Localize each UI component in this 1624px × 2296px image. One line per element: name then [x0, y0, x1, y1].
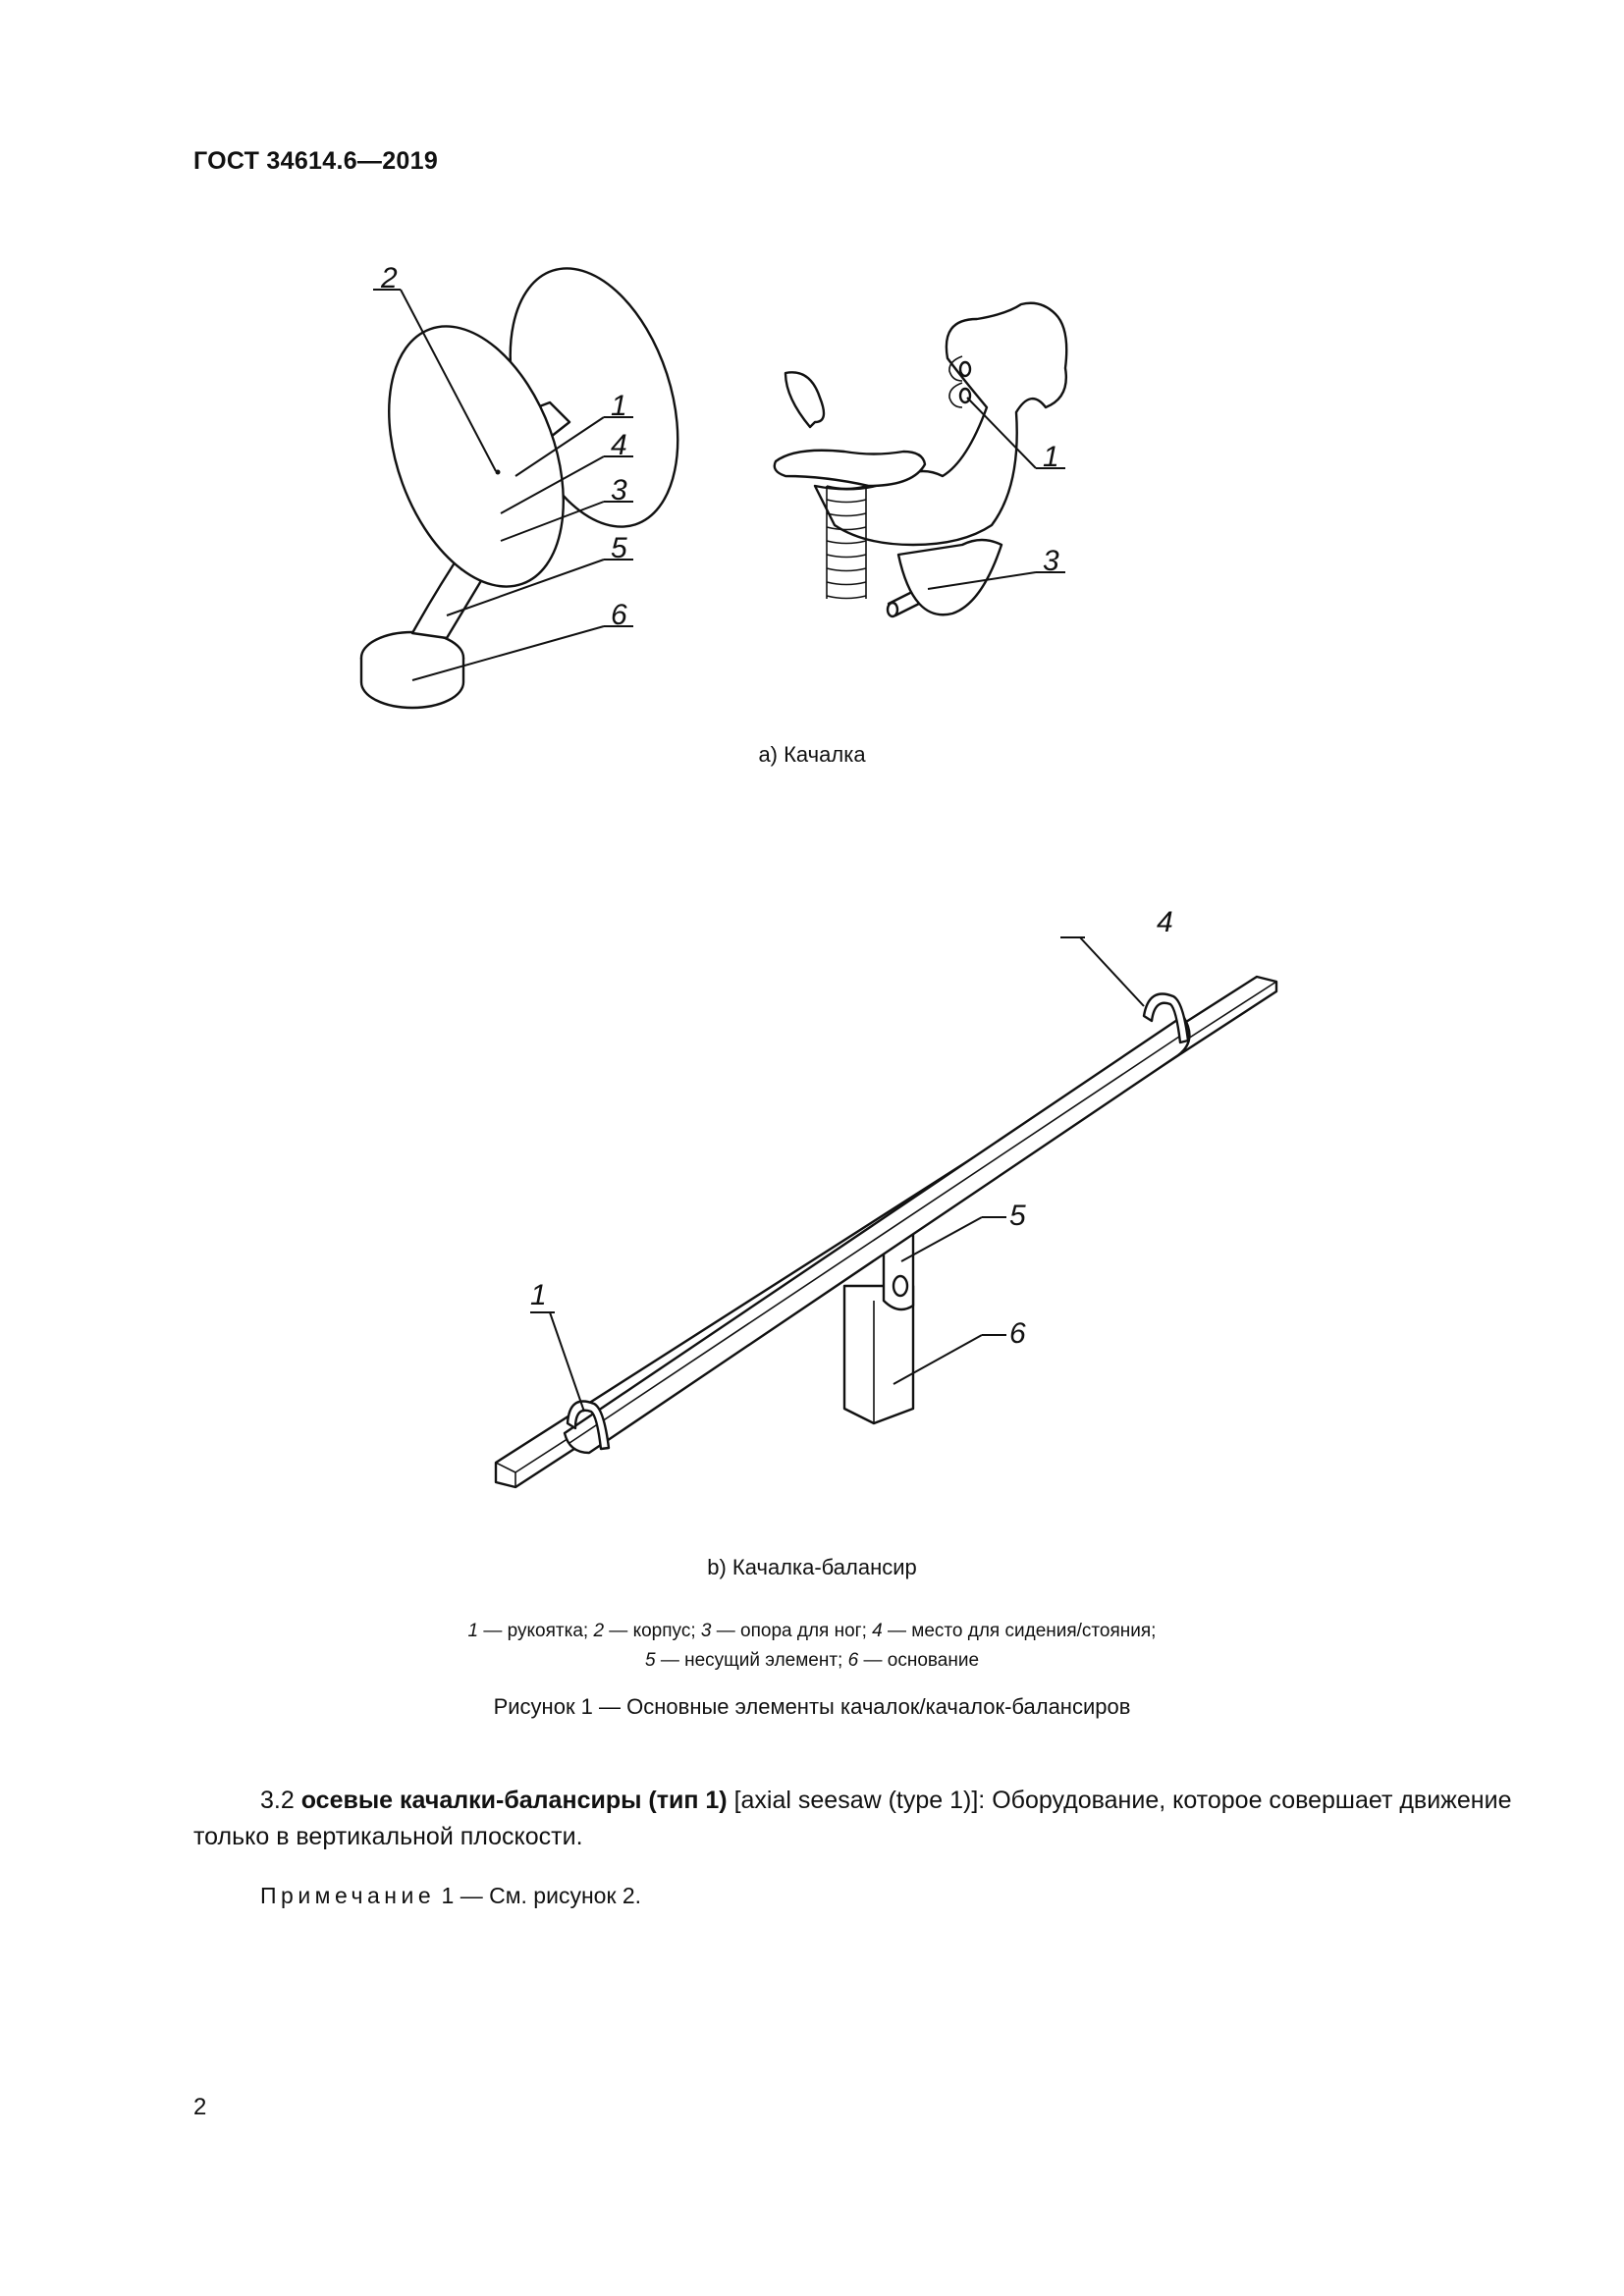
- legend-text-4: — место для сидения/стояния;: [882, 1621, 1157, 1641]
- legend-num-1: 1: [467, 1621, 479, 1641]
- fig-a-label-3: 3: [611, 474, 627, 507]
- note-label: Примечание: [260, 1883, 436, 1908]
- legend-line-2: [0, 1646, 1624, 1676]
- figure-a-caption: a) Качалка: [758, 742, 866, 767]
- fig-b-label-6: 6: [1009, 1317, 1026, 1350]
- legend-line-1: [0, 1617, 1624, 1646]
- note: [260, 1883, 641, 1909]
- fig-b-label-5: 5: [1009, 1200, 1026, 1232]
- fig-a-label-2: 2: [381, 262, 398, 294]
- fig-b-label-4: 4: [1157, 906, 1173, 938]
- figure-legend: [0, 1617, 1624, 1676]
- legend-num-6: 6: [847, 1650, 859, 1671]
- fig-a-right-label-1: 1: [1043, 441, 1059, 473]
- definition-text: : Оборудование, которое совершает движение только в вертикальной плоскости.: [193, 1787, 1512, 1850]
- definition-paragraph: [193, 1783, 1529, 1855]
- figure-title: Рисунок 1 — Основные элементы качалок/качалок-балансиров: [493, 1694, 1131, 1719]
- fig-b-label-1: 1: [530, 1279, 547, 1311]
- fig-a-label-1: 1: [611, 390, 627, 422]
- term: осевые качалки-балансиры (тип 1): [300, 1787, 728, 1814]
- fig-a-right-label-3: 3: [1043, 545, 1059, 577]
- fig-a-label-5: 5: [611, 532, 627, 564]
- page-number: 2: [193, 2094, 207, 2120]
- fig-a-label-4: 4: [611, 429, 627, 461]
- legend-num-3: 3: [700, 1621, 712, 1641]
- seesaw-drawing: [496, 977, 1276, 1487]
- fig-a-label-6: 6: [611, 599, 627, 631]
- legend-text-6: — основание: [858, 1650, 980, 1671]
- figure-a-illustration: [353, 250, 1355, 712]
- legend-text-3: — опора для ног;: [711, 1621, 873, 1641]
- figure-b-illustration: [471, 854, 1335, 1522]
- figure-b-caption: b) Качалка-балансир: [707, 1555, 917, 1579]
- legend-num-2: 2: [593, 1621, 605, 1641]
- disc-rocker-drawing: [356, 250, 709, 708]
- spring-rocker-drawing: [775, 303, 1067, 616]
- legend-text-2: — корпус;: [604, 1621, 701, 1641]
- legend-text-1: — рукоятка;: [478, 1621, 594, 1641]
- english-term: [axial seesaw (type 1)]: [733, 1787, 979, 1814]
- legend-num-5: 5: [644, 1650, 656, 1671]
- legend-num-4: 4: [872, 1621, 883, 1641]
- document-header: ГОСТ 34614.6—2019: [193, 147, 439, 175]
- clause-number: 3.2: [260, 1787, 295, 1814]
- note-text: 1 — См. рисунок 2.: [441, 1883, 642, 1908]
- legend-text-5: — несущий элемент;: [655, 1650, 848, 1671]
